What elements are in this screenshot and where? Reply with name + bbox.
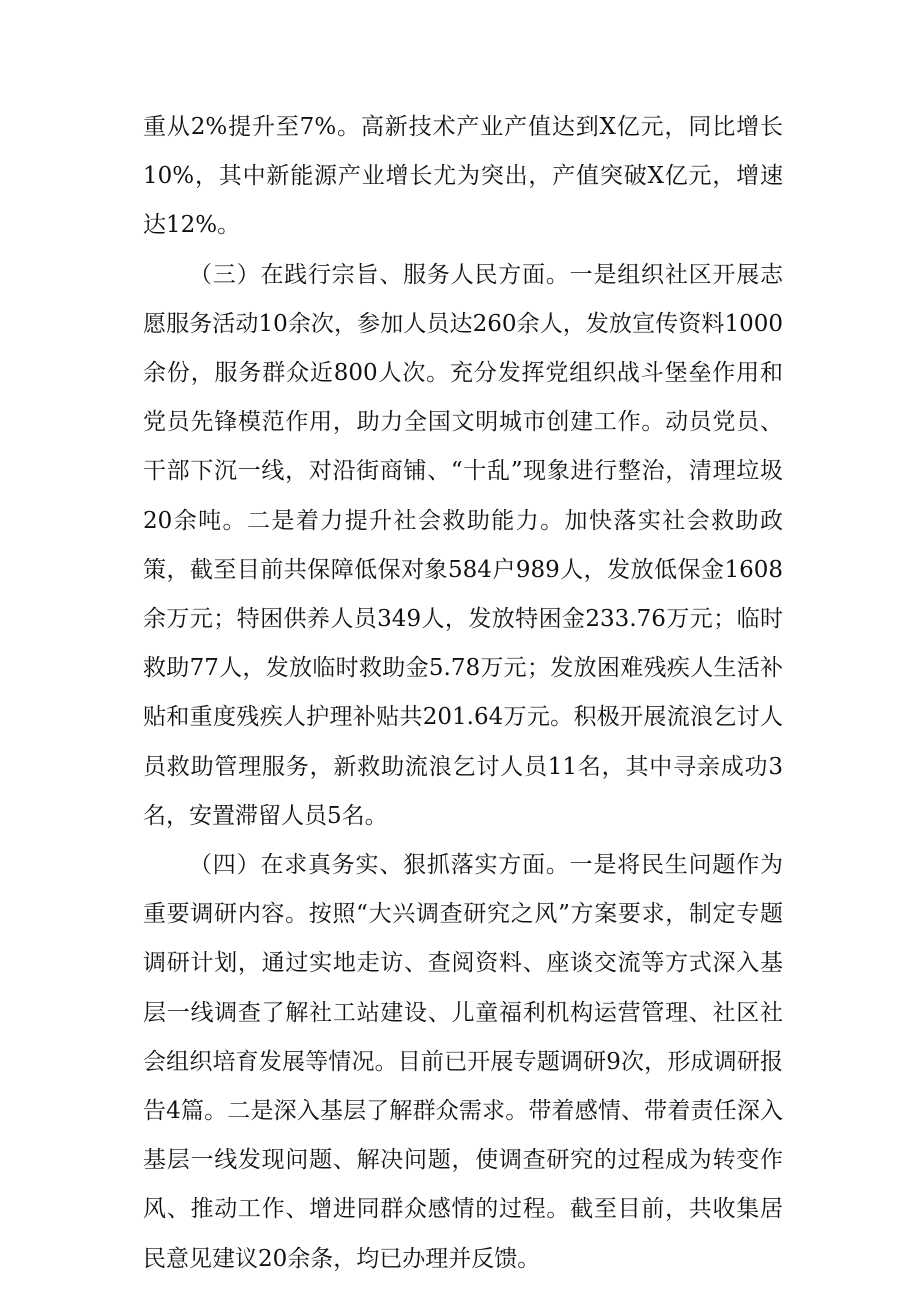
paragraph-section-four: （四）在求真务实、狠抓落实方面。一是将民生问题作为重要调研内容。按照“大兴调查研究之风”方案要求，制定专题调研计划，通过实地走访、查阅资料、座谈交流等方式深入基层一线调查了解社工站建设、儿童福利机构运营管理、社区社会组织培育发展等情况。目前已开展专题调研9次，形成调研报告4篇。二是深入基层了解群众需求。带着感情、带着责任深入基层一线发现问题、解决问题，使调查研究的过程成为转变作风、推动工作、增进同群众感情的过程。截至目前，共收集居民意见建议20余条，均已办理并反馈。 — [143, 852, 783, 1272]
paragraph-section-three: （三）在践行宗旨、服务人民方面。一是组织社区开展志愿服务活动10余次，参加人员达260余人，发放宣传资料1000余份，服务群众近800人次。充分发挥党组织战斗堡垒作用和党员先锋模范作用，助力全国文明城市创建工作。动员党员、干部下沉一线，对沿街商铺、“十乱”现象进行整治，清理垃圾20余吨。二是着力提升社会救助能力。加快落实社会救助政策，截至目前共保障低保对象584户989人，发放低保金1608余万元；特困供养人员349人，发放特困金233.76万元；临时救助77人，发放临时救助金5.78万元；发放困难残疾人生活补贴和重度残疾人护理补贴共201.64万元。积极开展流浪乞讨人员救助管理服务，新救助流浪乞讨人员11名，其中寻亲成功3名，安置滞留人员5名。 — [143, 261, 783, 829]
document-body — [143, 103, 783, 1284]
paragraph-continuation: 重从2%提升至7%。高新技术产业产值达到X亿元，同比增长10%，其中新能源产业增长尤为突出，产值突破X亿元，增速达12%。 — [143, 114, 783, 239]
